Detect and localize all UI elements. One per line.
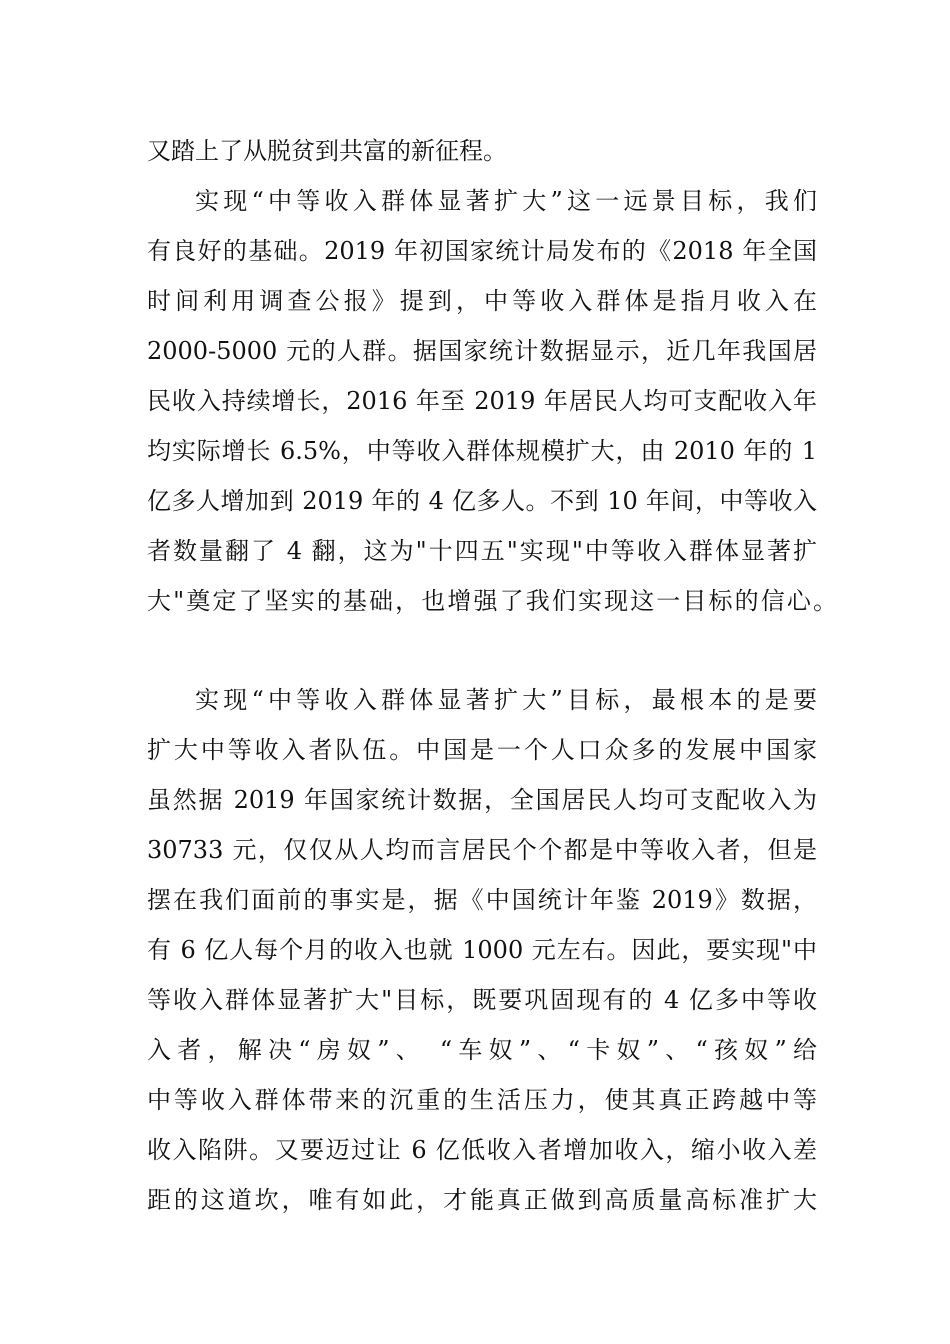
text-line: 2000-5000 元的人群。据国家统计数据显示，近几年我国居	[147, 337, 817, 365]
text-line: 入者，解决“房奴”、 “车奴”、“卡奴”、“孩奴”给	[147, 1036, 817, 1064]
text-line: 摆在我们面前的事实是，据《中国统计年鉴 2019》数据，	[147, 886, 817, 914]
text-line: 有良好的基础。2019 年初国家统计局发布的《2018 年全国	[147, 237, 817, 265]
text-line: 亿多人增加到 2019 年的 4 亿多人。不到 10 年间，中等收入	[147, 487, 817, 515]
paragraph-first-line: 实现“中等收入群体显著扩大”这一远景目标，我们	[195, 187, 817, 215]
text-line: 均实际增长 6.5%，中等收入群体规模扩大，由 2010 年的 1	[147, 437, 817, 465]
text-line: 中等收入群体带来的沉重的生活压力，使其真正跨越中等	[147, 1086, 817, 1114]
text-line: 虽然据 2019 年国家统计数据，全国居民人均可支配收入为	[147, 786, 817, 814]
text-line: 收入陷阱。又要迈过让 6 亿低收入者增加收入，缩小收入差	[147, 1136, 817, 1164]
text-line: 30733 元，仅仅从人均而言居民个个都是中等收入者，但是	[147, 836, 817, 864]
text-line: 扩大中等收入者队伍。中国是一个人口众多的发展中国家	[147, 736, 817, 764]
text-line: 等收入群体显著扩大"目标，既要巩固现有的 4 亿多中等收	[147, 986, 817, 1014]
text-line: 者数量翻了 4 翻，这为"十四五"实现"中等收入群体显著扩	[147, 537, 817, 565]
text-line: 有 6 亿人每个月的收入也就 1000 元左右。因此，要实现"中	[147, 936, 817, 964]
text-line: 民收入持续增长，2016 年至 2019 年居民人均可支配收入年	[147, 387, 817, 415]
text-line: 距的这道坎，唯有如此，才能真正做到高质量高标准扩大	[147, 1186, 817, 1214]
text-line: 又踏上了从脱贫到共富的新征程。	[147, 137, 507, 165]
text-line: 时间利用调查公报》提到，中等收入群体是指月收入在	[147, 287, 817, 315]
text-line: 大"奠定了坚实的基础，也增强了我们实现这一目标的信心。	[147, 587, 837, 615]
paragraph-first-line: 实现“中等收入群体显著扩大”目标，最根本的是要	[195, 686, 817, 714]
